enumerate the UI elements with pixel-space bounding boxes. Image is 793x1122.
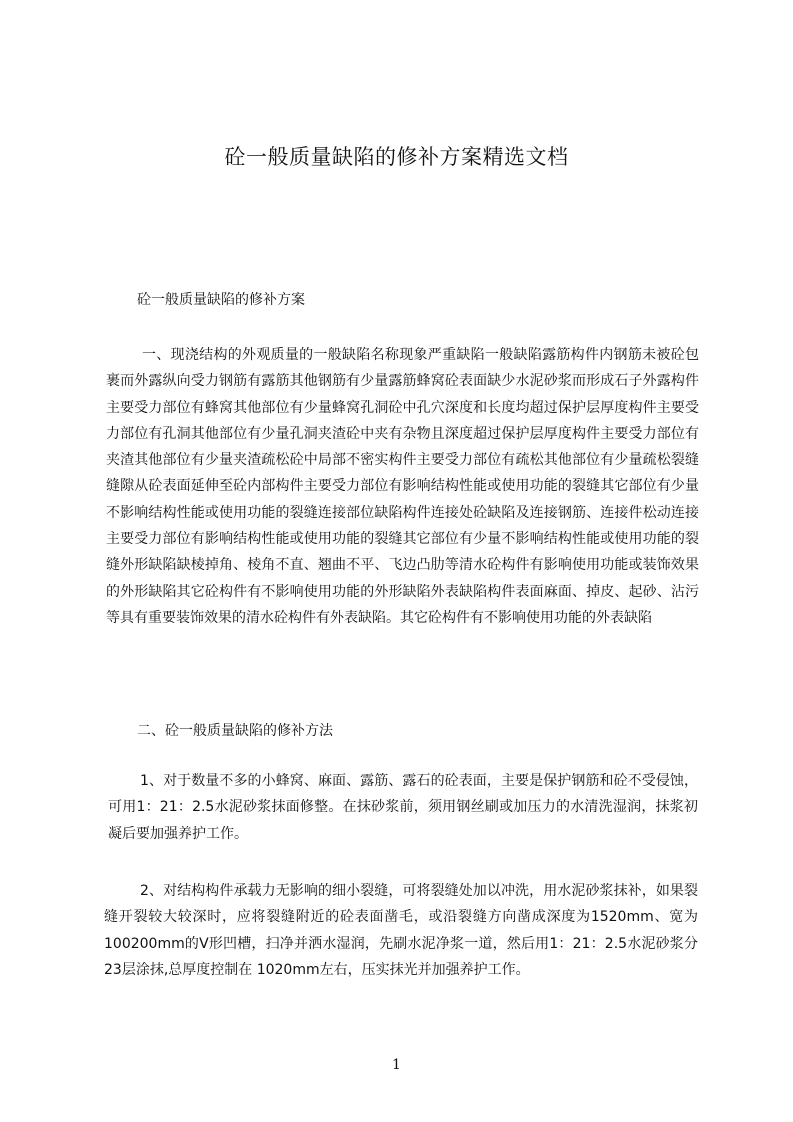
repair-method-item-2: 2、对结构构件承载力无影响的细小裂缝，可将裂缝处加以冲洗，用水泥砂浆抹补，如果裂缝开裂较大较深时，应将裂缝附近的砼表面凿毛，或沿裂缝方向凿成深度为1520mm、宽为100200mm的V形凹槽，扫净并洒水湿润，先刷水泥净浆一道，然后用1：21：2.5水泥砂浆分23层涂抹,总厚度控制在 1020mm左右，压实抹光并加强养护工作。: [104, 883, 698, 978]
document-title: 砼一般质量缺陷的修补方案精选文档: [224, 145, 569, 169]
page-number: 1: [392, 1057, 401, 1073]
defect-description-paragraph: 一、现浇结构的外观质量的一般缺陷名称现象严重缺陷一般缺陷露筋构件内钢筋未被砼包裹而外露纵向受力钢筋有露筋其他钢筋有少量露筋蜂窝砼表面缺少水泥砂浆而形成石子外露构件主要受力部位有蜂窝其他部位有少量蜂窝孔洞砼中孔穴深度和长度均超过保护层厚度构件主要受力部位有孔洞其他部位有少量孔洞夹渣砼中夹有杂物且深度超过保护层厚度构件主要受力部位有夹渣其他部位有少量夹渣疏松砼中局部不密实构件主要受力部位有疏松其他部位有少量疏松裂缝缝隙从砼表面延伸至砼内部构件主要受力部位有影响结构性能或使用功能的裂缝其它部位有少量不影响结构性能或使用功能的裂缝连接部位缺陷构件连接处砼缺陷及连接钢筋、连接件松动连接主要受力部位有影响结构性能或使用功能的裂缝其它部位有少量不影响结构性能或使用功能的裂缝外形缺陷缺棱掉角、棱角不直、翘曲不平、飞边凸肋等清水砼构件有影响使用功能或装饰效果的外形缺陷其它砼构件有不影响使用功能的外形缺陷外表缺陷构件表面麻面、掉皮、起砂、沾污等具有重要装饰效果的清水砼构件有外表缺陷。其它砼构件有不影响使用功能的外表缺陷: [106, 347, 699, 626]
repair-method-item-1: 1、对于数量不多的小蜂窝、麻面、露筋、露石的砼表面，主要是保护钢筋和砼不受侵蚀，可用1：21：2.5水泥砂浆抹面修整。在抹砂浆前，须用钢丝刷或加压力的水清洗湿润，抹浆初凝后要加强养护工作。: [108, 773, 698, 842]
section-heading-repair-methods: 二、砼一般质量缺陷的修补方法: [137, 723, 333, 739]
document-subtitle: 砼一般质量缺陷的修补方案: [137, 292, 305, 308]
